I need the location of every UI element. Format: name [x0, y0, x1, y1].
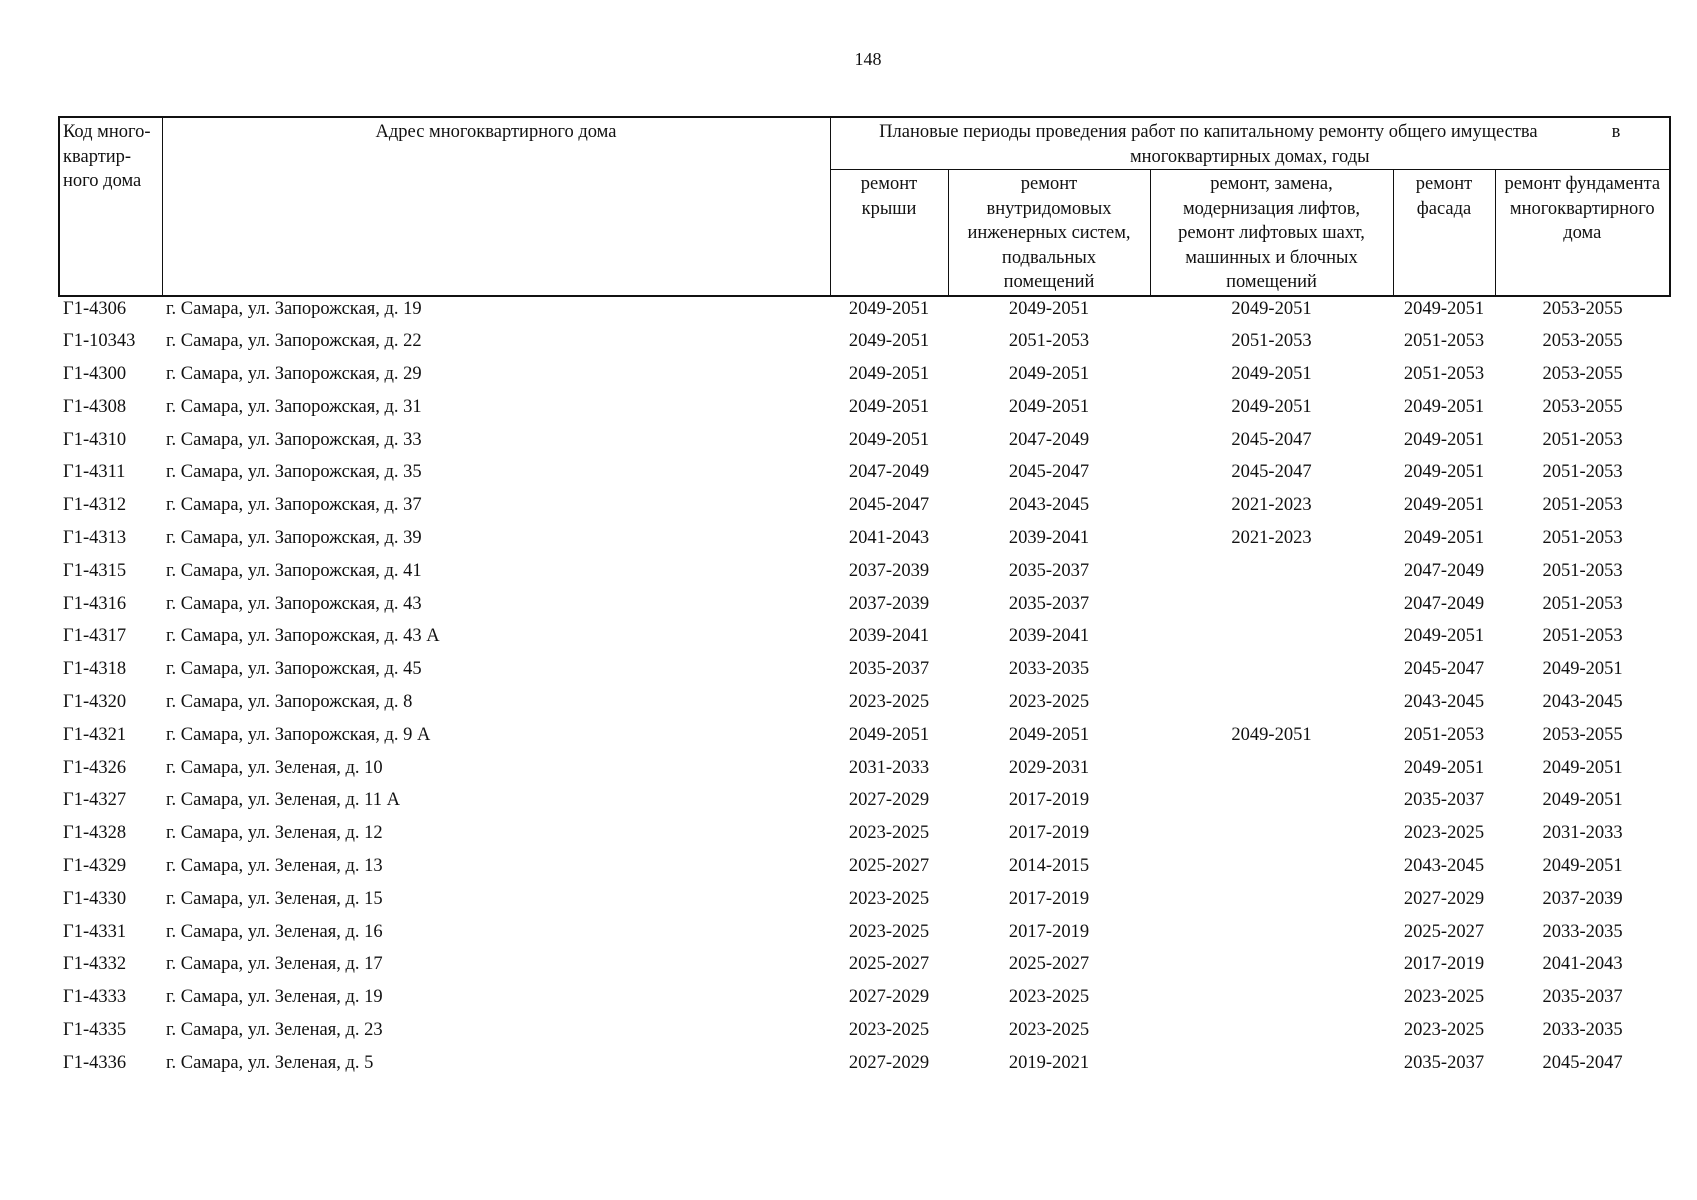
cell-foundation: 2053-2055: [1542, 724, 1623, 745]
cell-lifts: [1150, 854, 1393, 887]
cell-facade: 2049-2051: [1403, 462, 1485, 483]
cell-roof: 2023-2025: [848, 888, 930, 909]
cell-foundation: 2037-2039: [1542, 888, 1623, 909]
cell-engineering: 2019-2021: [1008, 1052, 1090, 1073]
cell-roof: 2025-2027: [848, 856, 930, 877]
cell-address: г. Самара, ул. Зеленая, д. 5: [166, 1052, 374, 1073]
header-lifts: ремонт, замена, модернизация лифтов, ремонт лифтовых шахт, машинных и блочных помещений: [1150, 170, 1393, 296]
table-row: [59, 657, 1670, 690]
cell-address: г. Самара, ул. Зеленая, д. 19: [166, 987, 383, 1008]
cell-facade: 2051-2053: [1403, 724, 1485, 745]
cell-engineering: 2025-2027: [1008, 954, 1090, 975]
cell-facade: 2051-2053: [1403, 331, 1485, 352]
cell-code: Г1-10343: [63, 331, 136, 352]
cell-lifts: [1150, 592, 1393, 625]
cell-code: Г1-4312: [63, 495, 127, 516]
cell-engineering: 2047-2049: [1008, 429, 1090, 450]
cell-foundation: 2033-2035: [1542, 1020, 1623, 1041]
table-row: [59, 887, 1670, 920]
cell-roof: 2031-2033: [848, 757, 930, 778]
cell-address: г. Самара, ул. Зеленая, д. 17: [166, 954, 383, 975]
cell-facade: 2023-2025: [1403, 987, 1485, 1008]
cell-code: Г1-4315: [63, 560, 127, 581]
cell-engineering: 2045-2047: [1008, 462, 1090, 483]
cell-engineering: 2035-2037: [1008, 593, 1090, 614]
capital-repair-plan-table: [58, 116, 1671, 1084]
cell-facade: 2049-2051: [1403, 626, 1485, 647]
table-row: [59, 723, 1670, 756]
cell-engineering: 2049-2051: [1008, 724, 1090, 745]
cell-roof: 2023-2025: [848, 692, 930, 713]
cell-roof: 2049-2051: [848, 724, 930, 745]
cell-code: Г1-4330: [63, 888, 127, 909]
header-code: Код много- квартир- ного дома: [59, 117, 162, 296]
table-row: [59, 526, 1670, 559]
cell-code: Г1-4308: [63, 396, 127, 417]
cell-code: Г1-4306: [63, 298, 127, 319]
cell-address: г. Самара, ул. Зеленая, д. 11 А: [166, 790, 400, 811]
cell-facade: 2023-2025: [1403, 1020, 1485, 1041]
cell-facade: 2049-2051: [1403, 298, 1485, 319]
cell-lifts: [1150, 756, 1393, 789]
cell-engineering: 2051-2053: [1008, 331, 1090, 352]
cell-engineering: 2023-2025: [1008, 692, 1090, 713]
cell-roof: 2035-2037: [848, 659, 930, 680]
cell-lifts: [1150, 1018, 1393, 1051]
cell-roof: 2049-2051: [848, 331, 930, 352]
cell-foundation: 2053-2055: [1542, 396, 1623, 417]
cell-code: Г1-4321: [63, 724, 127, 745]
cell-roof: 2037-2039: [848, 593, 930, 614]
cell-address: г. Самара, ул. Запорожская, д. 39: [166, 528, 422, 549]
cell-lifts: [1150, 657, 1393, 690]
cell-engineering: 2023-2025: [1008, 1020, 1090, 1041]
cell-foundation: 2051-2053: [1542, 626, 1623, 647]
cell-foundation: 2043-2045: [1542, 692, 1623, 713]
cell-address: г. Самара, ул. Зеленая, д. 15: [166, 888, 383, 909]
cell-roof: 2027-2029: [848, 1052, 930, 1073]
cell-roof: 2045-2047: [848, 495, 930, 516]
table-row: [59, 690, 1670, 723]
cell-foundation: 2053-2055: [1542, 331, 1623, 352]
cell-lifts: 2049-2051: [1231, 724, 1312, 745]
cell-lifts: [1150, 624, 1393, 657]
cell-address: г. Самара, ул. Запорожская, д. 35: [166, 462, 422, 483]
header-roof: ремонт крыши: [830, 170, 948, 296]
cell-foundation: 2051-2053: [1542, 429, 1623, 450]
cell-foundation: 2035-2037: [1542, 987, 1623, 1008]
cell-roof: 2049-2051: [848, 396, 930, 417]
cell-engineering: 2043-2045: [1008, 495, 1090, 516]
cell-lifts: [1150, 920, 1393, 953]
cell-roof: 2047-2049: [848, 462, 930, 483]
cell-lifts: 2045-2047: [1231, 429, 1312, 450]
table-row: [59, 460, 1670, 493]
cell-code: Г1-4335: [63, 1020, 127, 1041]
cell-engineering: 2017-2019: [1008, 921, 1090, 942]
cell-address: г. Самара, ул. Запорожская, д. 43 А: [166, 626, 440, 647]
table-row: [59, 559, 1670, 592]
cell-address: г. Самара, ул. Запорожская, д. 29: [166, 364, 422, 385]
cell-facade: 2043-2045: [1403, 692, 1485, 713]
table-row: [59, 985, 1670, 1018]
cell-lifts: [1150, 887, 1393, 920]
cell-engineering: 2039-2041: [1008, 626, 1090, 647]
cell-facade: 2027-2029: [1403, 888, 1485, 909]
cell-facade: 2035-2037: [1403, 790, 1485, 811]
cell-engineering: 2017-2019: [1008, 790, 1090, 811]
cell-foundation: 2049-2051: [1542, 790, 1623, 811]
cell-facade: 2047-2049: [1403, 593, 1485, 614]
cell-engineering: 2029-2031: [1008, 757, 1090, 778]
table-row: [59, 428, 1670, 461]
cell-engineering: 2049-2051: [1008, 396, 1090, 417]
table-body: [59, 296, 1670, 1084]
cell-roof: 2027-2029: [848, 790, 930, 811]
cell-facade: 2051-2053: [1403, 364, 1485, 385]
cell-address: г. Самара, ул. Запорожская, д. 8: [166, 692, 413, 713]
cell-address: г. Самара, ул. Запорожская, д. 45: [166, 659, 422, 680]
table-row: [59, 624, 1670, 657]
cell-engineering: 2049-2051: [1008, 298, 1090, 319]
table-row: [59, 756, 1670, 789]
header-facade: ремонт фасада: [1393, 170, 1495, 296]
table-row: [59, 821, 1670, 854]
cell-lifts: 2021-2023: [1231, 528, 1312, 549]
cell-address: г. Самара, ул. Запорожская, д. 41: [166, 560, 422, 581]
cell-code: Г1-4317: [63, 626, 127, 647]
header-periods: Плановые периоды проведения работ по капитальному ремонту общего имущества в многоквартирных домах, годы: [830, 117, 1670, 170]
cell-address: г. Самара, ул. Зеленая, д. 23: [166, 1020, 383, 1041]
cell-code: Г1-4313: [63, 528, 127, 549]
cell-foundation: 2051-2053: [1542, 593, 1623, 614]
cell-facade: 2049-2051: [1403, 495, 1485, 516]
table-row: [59, 1018, 1670, 1051]
table-row: [59, 296, 1670, 330]
cell-lifts: 2049-2051: [1231, 396, 1312, 417]
table-row: [59, 952, 1670, 985]
table-row: [59, 592, 1670, 625]
cell-address: г. Самара, ул. Запорожская, д. 43: [166, 593, 422, 614]
cell-foundation: 2051-2053: [1542, 560, 1623, 581]
cell-foundation: 2053-2055: [1542, 364, 1623, 385]
table-header: [59, 117, 1670, 296]
table-row: [59, 329, 1670, 362]
cell-foundation: 2041-2043: [1542, 954, 1623, 975]
table-row: [59, 788, 1670, 821]
cell-code: Г1-4310: [63, 429, 127, 450]
cell-code: Г1-4333: [63, 987, 127, 1008]
cell-address: г. Самара, ул. Зеленая, д. 10: [166, 757, 383, 778]
table-row: [59, 1051, 1670, 1084]
cell-foundation: 2031-2033: [1542, 823, 1623, 844]
header-address: Адрес многоквартирного дома: [162, 117, 830, 296]
cell-lifts: [1150, 821, 1393, 854]
cell-roof: 2025-2027: [848, 954, 930, 975]
cell-facade: 2023-2025: [1403, 823, 1485, 844]
cell-facade: 2035-2037: [1403, 1052, 1485, 1073]
cell-address: г. Самара, ул. Запорожская, д. 37: [166, 495, 422, 516]
cell-lifts: [1150, 690, 1393, 723]
cell-code: Г1-4329: [63, 856, 127, 877]
cell-facade: 2017-2019: [1403, 954, 1485, 975]
cell-engineering: 2023-2025: [1008, 987, 1090, 1008]
cell-code: Г1-4328: [63, 823, 127, 844]
cell-lifts: 2049-2051: [1231, 298, 1312, 319]
cell-roof: 2023-2025: [848, 823, 930, 844]
cell-roof: 2039-2041: [848, 626, 930, 647]
cell-foundation: 2051-2053: [1542, 528, 1623, 549]
cell-code: Г1-4311: [63, 462, 126, 483]
cell-foundation: 2049-2051: [1542, 856, 1623, 877]
cell-address: г. Самара, ул. Запорожская, д. 19: [166, 298, 422, 319]
cell-foundation: 2053-2055: [1542, 298, 1623, 319]
cell-engineering: 2014-2015: [1008, 856, 1090, 877]
cell-address: г. Самара, ул. Зеленая, д. 13: [166, 856, 383, 877]
cell-facade: 2043-2045: [1403, 856, 1485, 877]
table-row: [59, 493, 1670, 526]
cell-lifts: 2045-2047: [1231, 462, 1312, 483]
cell-code: Г1-4316: [63, 593, 127, 614]
cell-foundation: 2051-2053: [1542, 495, 1623, 516]
cell-roof: 2049-2051: [848, 429, 930, 450]
table-row: [59, 854, 1670, 887]
cell-roof: 2023-2025: [848, 921, 930, 942]
cell-lifts: 2049-2051: [1231, 364, 1312, 385]
cell-code: Г1-4326: [63, 757, 127, 778]
cell-foundation: 2049-2051: [1542, 659, 1623, 680]
cell-engineering: 2017-2019: [1008, 823, 1090, 844]
cell-lifts: [1150, 788, 1393, 821]
cell-lifts: [1150, 559, 1393, 592]
cell-address: г. Самара, ул. Запорожская, д. 22: [166, 331, 422, 352]
cell-facade: 2025-2027: [1403, 921, 1485, 942]
cell-engineering: 2033-2035: [1008, 659, 1090, 680]
cell-engineering: 2035-2037: [1008, 560, 1090, 581]
cell-roof: 2037-2039: [848, 560, 930, 581]
cell-roof: 2023-2025: [848, 1020, 930, 1041]
cell-engineering: 2049-2051: [1008, 364, 1090, 385]
cell-facade: 2047-2049: [1403, 560, 1485, 581]
cell-code: Г1-4336: [63, 1052, 127, 1073]
cell-code: Г1-4327: [63, 790, 127, 811]
cell-facade: 2049-2051: [1403, 528, 1485, 549]
cell-roof: 2041-2043: [848, 528, 930, 549]
table-row: [59, 920, 1670, 953]
cell-lifts: [1150, 985, 1393, 1018]
cell-engineering: 2039-2041: [1008, 528, 1090, 549]
cell-foundation: 2051-2053: [1542, 462, 1623, 483]
cell-facade: 2049-2051: [1403, 429, 1485, 450]
cell-foundation: 2045-2047: [1542, 1052, 1623, 1073]
cell-lifts: [1150, 952, 1393, 985]
header-engineering: ремонт внутридомовых инженерных систем, подвальных помещений: [948, 170, 1150, 296]
header-foundation: ремонт фундамента многоквартирного дома: [1495, 170, 1670, 296]
cell-code: Г1-4331: [63, 921, 127, 942]
cell-code: Г1-4300: [63, 364, 127, 385]
cell-lifts: [1150, 1051, 1393, 1084]
cell-code: Г1-4318: [63, 659, 127, 680]
cell-roof: 2027-2029: [848, 987, 930, 1008]
cell-roof: 2049-2051: [848, 298, 930, 319]
cell-engineering: 2017-2019: [1008, 888, 1090, 909]
cell-code: Г1-4332: [63, 954, 127, 975]
cell-address: г. Самара, ул. Зеленая, д. 12: [166, 823, 383, 844]
cell-address: г. Самара, ул. Запорожская, д. 31: [166, 396, 422, 417]
cell-lifts: 2021-2023: [1231, 495, 1312, 516]
cell-lifts: 2051-2053: [1231, 331, 1312, 352]
cell-facade: 2045-2047: [1403, 659, 1485, 680]
table-row: [59, 362, 1670, 395]
table-row: [59, 395, 1670, 428]
page-number: 148: [854, 49, 882, 69]
cell-facade: 2049-2051: [1403, 396, 1485, 417]
cell-code: Г1-4320: [63, 692, 127, 713]
cell-address: г. Самара, ул. Зеленая, д. 16: [166, 921, 383, 942]
cell-address: г. Самара, ул. Запорожская, д. 9 А: [166, 724, 431, 745]
cell-address: г. Самара, ул. Запорожская, д. 33: [166, 429, 422, 450]
cell-roof: 2049-2051: [848, 364, 930, 385]
cell-facade: 2049-2051: [1403, 757, 1485, 778]
cell-foundation: 2049-2051: [1542, 757, 1623, 778]
cell-foundation: 2033-2035: [1542, 921, 1623, 942]
